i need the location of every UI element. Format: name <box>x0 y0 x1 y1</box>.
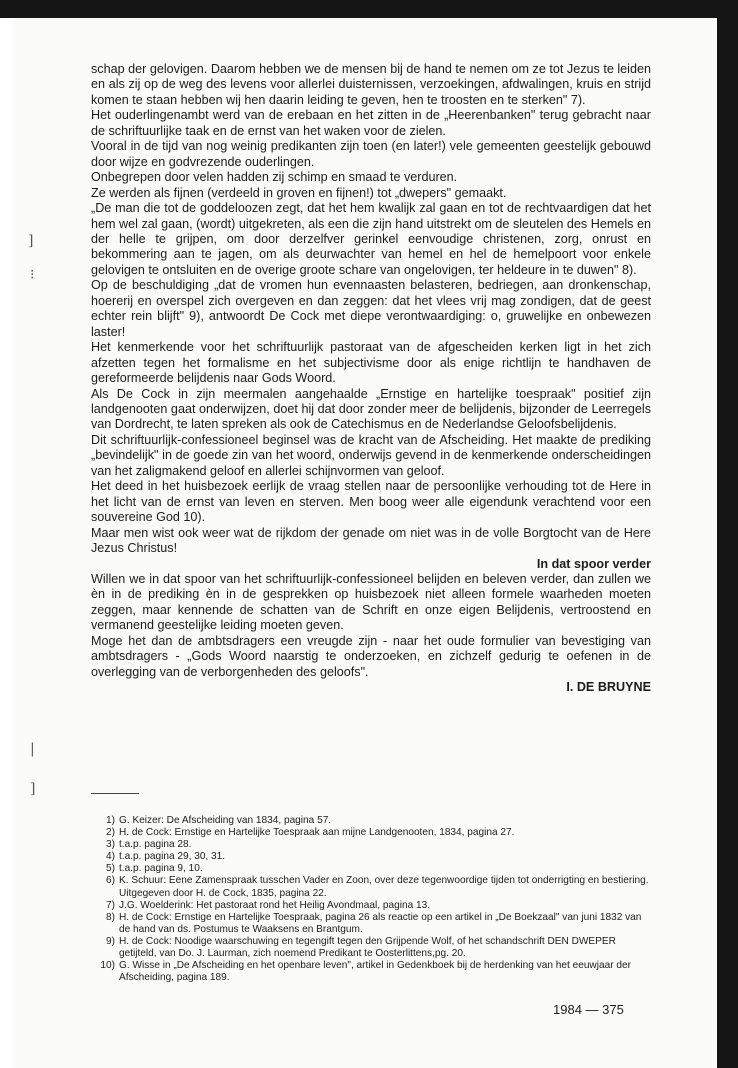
footnote <box>91 875 651 899</box>
footnote <box>91 936 651 960</box>
footnote-number: 8) <box>106 911 115 923</box>
footnote <box>91 863 651 875</box>
footnote-number: 3) <box>106 839 115 851</box>
footnotes <box>91 815 651 984</box>
section-heading: In dat spoor verder <box>536 556 651 571</box>
footnote-number: 7) <box>106 899 115 911</box>
margin-mark-1: ] <box>28 233 34 249</box>
paragraph: Moge het dan de ambtsdragers een vreugde zijn - naar het oude formulier van bevestiging van ambtsdragers - „Gods Woord naarstig te onderzoeken, en zichzelf gedurig te oefenen in de overlegging van de verborgenheden des geloofs". <box>91 633 651 679</box>
paragraph: Op de beschuldiging „dat de vromen hun evennaasten belasteren, bedriegen, aan dronkenschap, hoererij en overspel zich overgeven en dan zeggen: dat het vlees vrij mag zondigen, dat de geest echter rein blijft" 9), antwoordt De Cock met diepe verontwaardiging: o, gruwelijke en onbewezen laster! <box>91 278 651 339</box>
footnote-text: G. Wisse in „De Afscheiding en het openbare leven", artikel in Gedenkboek bij de herdenking van het eeuwjaar der Afscheiding, pagina 189. <box>119 960 631 984</box>
paragraph: schap der gelovigen. Daarom hebben we de mensen bij de hand te nemen om ze tot Jezus te leiden en als zij op de weg des levens voor allerlei duisternissen, verzoekingen, afdwalingen, kruis en strijd komen te staan hebben wij hen daarin leiding te geven, hen te troosten en te sterken" 7). <box>91 62 651 107</box>
footnote-number: 9) <box>106 935 115 947</box>
footnote-text: t.a.p. pagina 9, 10. <box>119 863 203 875</box>
footnote-number: 10) <box>100 960 115 972</box>
paragraph: „De man die tot de goddeloozen zegt, dat het hem kwalijk zal gaan en tot de rechtvaardigen dat het hem wel zal gaan, (wordt) uitgekreten, als een die zijn hand uitstrekt om de sleutelen des Hemels en der helle te grijpen, om door derzelfver gerinkel eenvoudige christenen, zorg, onrust en bekommering aan te jagen, om als deurwachter van hemel en hel de hemelpoort voor enkele gelovigen te ontsluiten en de overige groote schare van ongelovigen, ter heldeure in te duwen" 8). <box>91 201 651 277</box>
paragraph: Het ouderlingenambt werd van de erebaan en het zitten in de „Heerenbanken" terug gebracht naar de schriftuurlijke taak en de ernst van het waken voor de zielen. <box>91 108 651 138</box>
article-body <box>91 62 651 696</box>
paragraph: Dit schriftuurlijk-confessioneel beginsel was de kracht van de Afscheiding. Het maakte de prediking „bevindelijk" in de goede zin van het woord, onderwijs gevend in de kenmerkende onderscheidingen van het zaligmakend geloof en allerlei schijnvormen van geloof. <box>91 432 651 478</box>
footnote-number: 1) <box>106 815 115 826</box>
margin-mark-2: ⁝ <box>30 267 35 283</box>
footnote <box>91 815 651 827</box>
scan-border-right <box>717 0 738 1068</box>
paragraph: Maar men wist ook weer wat de rijkdom der genade om niet was in de volle Borgtocht van de Here Jezus Christus! <box>91 525 651 556</box>
paragraph: Het kenmerkende voor het schriftuurlijk pastoraat van de afgescheiden kerken ligt in het zich afzetten tegen het formalisme en het subjectivisme door als enige richtlijn te handhaven de gereformeerde belijdenis naar Gods Woord. <box>91 340 651 386</box>
footnote-divider <box>91 793 139 794</box>
footnote <box>91 827 651 839</box>
footnote-number: 4) <box>106 851 115 863</box>
footnote-text: G. Keizer: De Afscheiding van 1834, pagina 57. <box>119 815 332 826</box>
footnote <box>91 839 651 851</box>
footnote-text: J.G. Woelderink: Het pastoraat rond het Heilig Avondmaal, pagina 13. <box>119 899 431 911</box>
margin-mark-3: | <box>30 741 35 757</box>
paragraph: Willen we in dat spoor van het schriftuurlijk-confessioneel belijden en beleven verder, dan zullen we èn in de prediking èn in de gesprekken op huisbezoek niet alleen formele waarheden moeten zeggen, maar kennende de schatten van de Schrift en onze eigen Belijdenis, vertroostend en vermanend geestelijke leiding moeten geven. <box>91 571 651 633</box>
page-number: 1984 — 375 <box>553 1002 624 1017</box>
footnote <box>91 851 651 863</box>
footnote-text: K. Schuur: Eene Zamenspraak tusschen Vader en Zoon, over deze tegenwoordige tijden tot onderrigting en bestiering. Uitgegeven door H. de Cock, 1835, pagina 22. <box>119 875 649 899</box>
author-signature: I. DE BRUYNE <box>566 680 651 695</box>
footnote-text: H. de Cock: Noodige waarschuwing en tegengift tegen den Grijpende Wolf, of het schandschrift DEN DWEPER getijteld, van Do. J. Laurman, zich noemend Predikant te Oosterlittens,pg. 20. <box>119 935 616 960</box>
footnote-text: H. de Cock: Ernstige en Hartelijke Toespraak, pagina 26 als reactie op een artikel in „De Boekzaal" van juni 1832 van de hand van ds. Postumus te Waaksens en Brantgum. <box>119 911 642 935</box>
footnote <box>91 912 651 936</box>
paragraph: Als De Cock in zijn meermalen aangehaalde „Ernstige en hartelijke toespraak" positief zijn landgenooten gaat onderwijzen, doet hij dat door zonder meer de belijdenis, bijzonder de Leerregels van Dordrecht, te laten spreken als ook de Catechismus en de Nederlandse Geloofsbelijdenis. <box>91 386 651 432</box>
footnote-text: t.a.p. pagina 29, 30, 31. <box>119 851 226 863</box>
footnote <box>91 900 651 912</box>
scan-border-top <box>0 0 738 18</box>
footnote-number: 2) <box>106 827 115 839</box>
margin-mark-4: ] <box>30 781 36 797</box>
footnote-text: t.a.p. pagina 28. <box>119 839 192 851</box>
paragraph: Vooral in de tijd van nog weinig predikanten zijn toen (en later!) vele gemeenten geestelijk gebouwd door wijze en godvrezende ouderlingen. <box>91 139 651 169</box>
paragraph: Het deed in het huisbezoek eerlijk de vraag stellen naar de persoonlijke verhouding tot de Here in het licht van de ernst van leven en sterven. Men boog weer alle eigendunk verachtend voor een souvereine God 10). <box>91 479 651 525</box>
footnote-number: 5) <box>106 863 115 875</box>
footnote-text: H. de Cock: Ernstige en Hartelijke Toespraak aan mijne Landgenooten, 1834, pagina 27. <box>119 827 515 839</box>
footnote-number: 6) <box>106 875 115 887</box>
paragraph: Onbegrepen door velen hadden zij schimp en smaad te verduren. <box>91 170 458 185</box>
footnote <box>91 960 651 984</box>
paragraph: Ze werden als fijnen (verdeeld in groven en fijnen!) tot „dwepers" gemaakt. <box>91 185 507 200</box>
